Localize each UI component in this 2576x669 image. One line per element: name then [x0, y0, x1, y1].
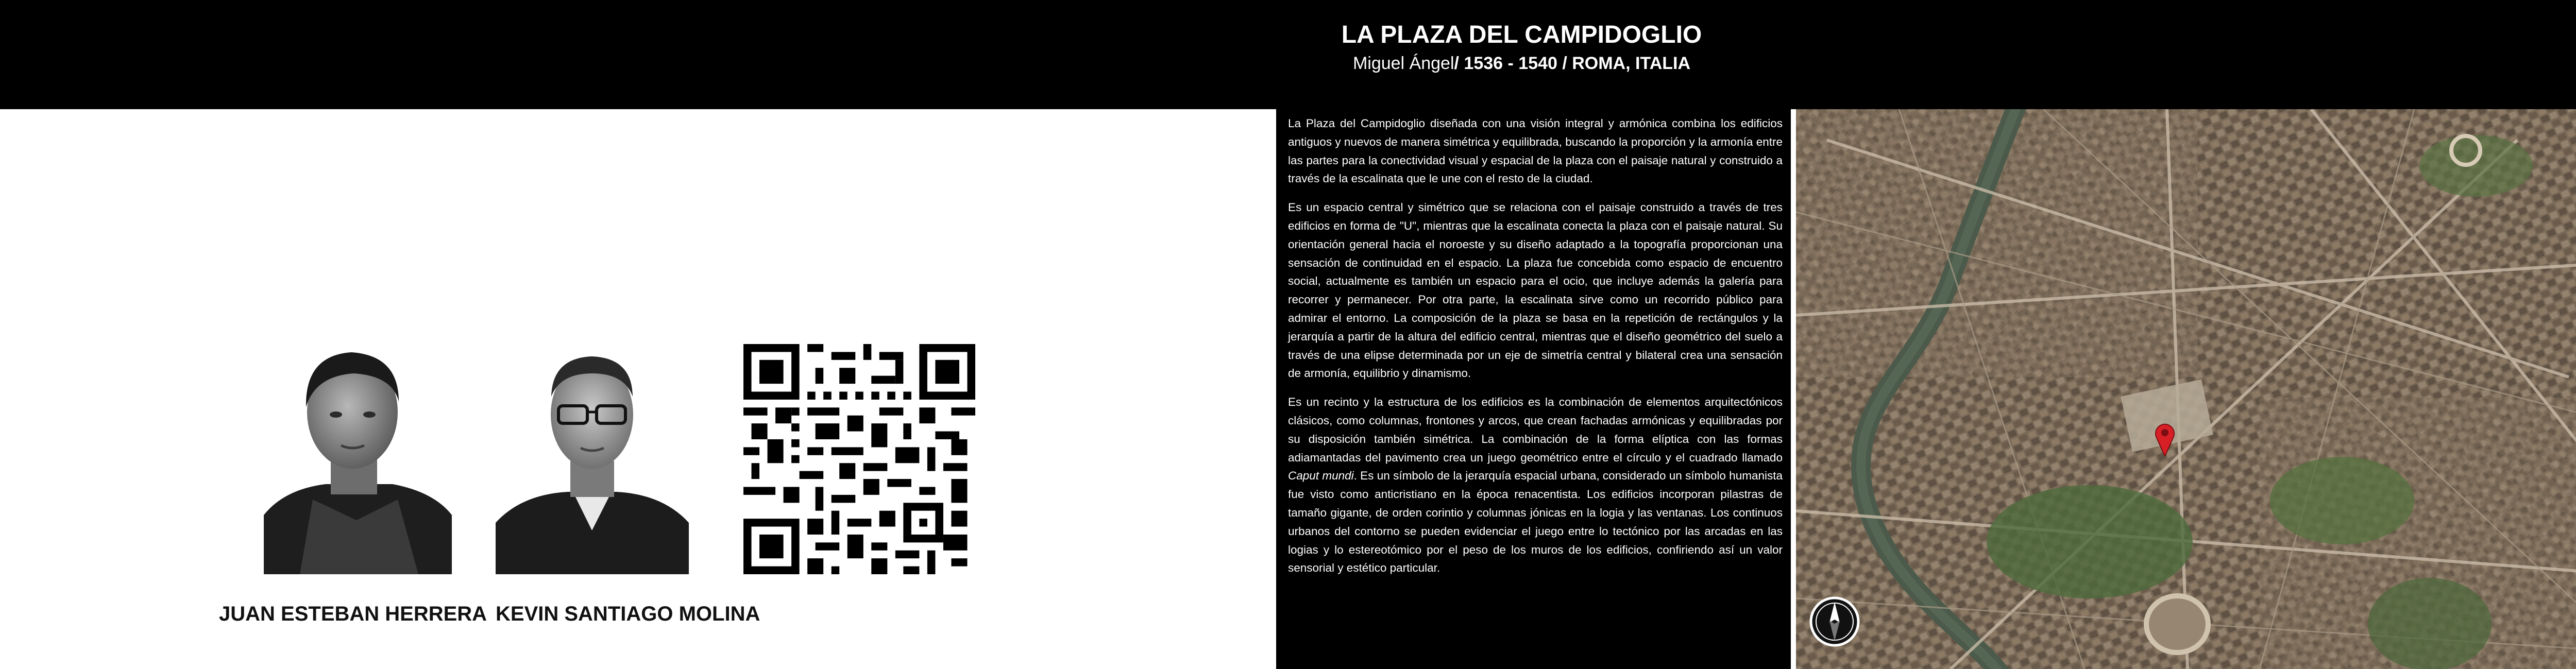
- author-name-kevin: KEVIN SANTIAGO MOLINA: [496, 603, 760, 625]
- caput-mundi-term: Caput mundi: [1288, 469, 1354, 483]
- page-subtitle: [0, 53, 2576, 74]
- project-details: / 1536 - 1540 / ROMA, ITALIA: [1454, 54, 1691, 73]
- description-text: [1288, 114, 1783, 588]
- author-photo-kevin: [496, 345, 689, 574]
- location-pin-icon: [2155, 422, 2175, 456]
- compass-icon: [1809, 596, 1860, 647]
- paragraph-3: Es un recinto y la estructura de los edificios es la combinación de elementos arquitectónicos clásicos, como columnas, frontones y arcos, que crean fachadas armónicas y equilibradas por su disposición también simétrica. La combinación de la forma elíptica con las formas adiamantadas del pavimento crea un juego geométrico entre el círculo y el cuadrado llamado Caput mundi. Es un símbolo de la jerarquía espacial urbana, considerado un símbolo humanista fue visto como anticristiano en la época renacentista. Los edificios incorporan pilastras de tamaño gigante, de orden corintio y columnas jónicas en la logia y las ventanas. Los continuos urbanos del contorno se pueden evidenciar el juego entre lo tectónico por las arcadas en las logias y lo estereotómico por el peso de los muros de los edificios, confiriendo así un valor sensorial y estético particular.: [1288, 396, 1783, 575]
- qr-code[interactable]: [743, 344, 975, 574]
- author-name-juan: JUAN ESTEBAN HERRERA: [219, 603, 487, 625]
- paragraph-1: La Plaza del Campidoglio diseñada con una visión integral y armónica combina los edificios antiguos y nuevos de manera simétrica y equilibrada, buscando la proporción y la armonía entre las partes para la conectividad visual y espacial de la plaza con el paisaje natural y construido a través de la escalinata que le une con el resto de la ciudad.: [1288, 117, 1783, 185]
- architect-name: Miguel Ángel: [1352, 54, 1454, 73]
- author-photo-juan: [264, 345, 452, 574]
- header-bar: [0, 0, 2576, 109]
- page-title: LA PLAZA DEL CAMPIDOGLIO: [1341, 21, 1702, 48]
- paragraph-2: Es un espacio central y simétrico que se relaciona con el paisaje construido a través de tres edificios en forma de "U", mientras que la escalinata conecta la plaza con el paisaje natural. Su orientación general hacia el noroeste y su diseño adaptado a la topografía proporcionan una sensación de continuidad en el espacio. La plaza fue concebida como espacio de encuentro social, actualmente es también un espacio para el ocio, que incluye además la galería para recorrer y permanecer. Por otra parte, la escalinata sirve como un recorrido público para admirar el entorno. La composición de la plaza se basa en la repetición de rectángulos y la jerarquía a partir de la altura del edificio central, mientras que el diseño geométrico del suelo a través de una elipse determinada por un eje de simetría central y bilateral crea una sensación de armonía, equilibrio y dinamismo.: [1288, 201, 1783, 380]
- aerial-map: [1796, 109, 2576, 669]
